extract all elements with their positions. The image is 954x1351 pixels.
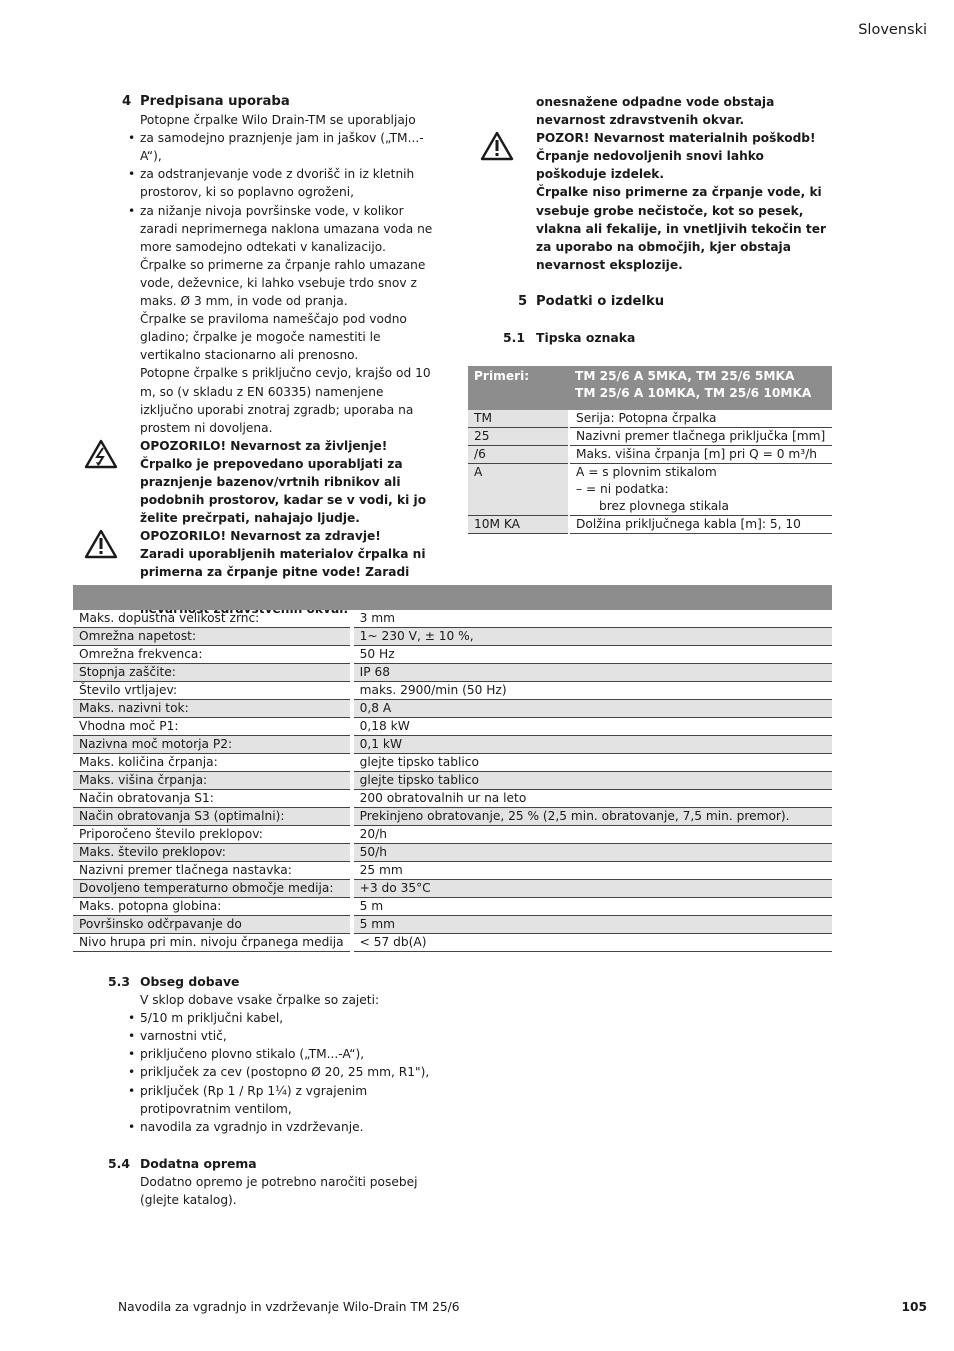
section-4-number: 4	[122, 94, 132, 109]
spec-value: glejte tipsko tablico	[352, 772, 832, 790]
spec-value: 50/h	[352, 844, 832, 862]
spec-value: 1~ 230 V, ± 10 %,	[352, 628, 832, 646]
example-line: TM 25/6 A 10MKA, TM 25/6 10MKA	[575, 386, 812, 400]
table-row	[468, 516, 832, 534]
spec-value: Prekinjeno obratovanje, 25 % (2,5 min. obratovanje, 7,5 min. premor).	[352, 808, 832, 826]
list-item: • priključek za cev (postopno Ø 20, 25 mm, R1"),	[140, 1063, 470, 1081]
table-cell-key: TM	[468, 410, 569, 428]
section-5-title: Podatki o izdelku	[536, 294, 665, 309]
section-5-3-title: Obseg dobave	[140, 974, 240, 989]
table-row	[73, 916, 832, 934]
spec-label: Način obratovanja S3 (optimalni):	[73, 808, 352, 826]
technical-data-body	[73, 610, 832, 952]
table-header-key: Primeri:	[468, 366, 569, 410]
value-line: A = s plovnim stikalom	[576, 465, 717, 479]
warning-title: POZOR! Nevarnost materialnih poškodb!	[536, 131, 816, 146]
table-row	[73, 646, 832, 664]
table-row	[73, 934, 832, 952]
table-row	[73, 754, 832, 772]
table-row	[73, 862, 832, 880]
section-4-title: Predpisana uporaba	[140, 94, 290, 109]
technical-data-table	[73, 585, 832, 952]
spec-label: Priporočeno število preklopov:	[73, 826, 352, 844]
left-column	[122, 93, 440, 581]
list-item: • navodila za vgradnjo in vzdrževanje.	[140, 1118, 470, 1136]
warning-text: Črpanje nedovoljenih snovi lahko poškoduje izdelek.	[536, 149, 764, 182]
table-cell-key: 10M KA	[468, 516, 569, 534]
table-row	[468, 464, 832, 516]
spec-value: 200 obratovalnih ur na leto	[352, 790, 832, 808]
table-row	[468, 428, 832, 446]
table-row	[73, 664, 832, 682]
paragraph: Črpalke so primerne za črpanje rahlo umazane vode, deževnice, ki lahko vsebuje trdo snov z maks. Ø 3 mm, in vode od pranja.	[140, 257, 426, 309]
footer-document-title: Navodila za vgradnjo in vzdrževanje Wilo-Drain TM 25/6	[118, 1300, 460, 1314]
spec-label: Maks. nazivni tok:	[73, 700, 352, 718]
delivery-list	[140, 1009, 470, 1136]
spec-label: Število vrtljajev:	[73, 682, 352, 700]
list-item: • za samodejno praznjenje jam in jaškov („TM...-A“),	[140, 129, 440, 165]
table-row	[73, 844, 832, 862]
table-header-row	[468, 366, 832, 410]
warning-title: OPOZORILO! Nevarnost za zdravje!	[140, 529, 381, 544]
spec-label: Stopnja zaščite:	[73, 664, 352, 682]
table-cell-value: Serija: Potopna črpalka	[569, 410, 832, 428]
list-item: • varnostni vtič,	[140, 1027, 470, 1045]
section-5-4-title: Dodatna oprema	[140, 1156, 257, 1171]
table-header	[73, 585, 832, 610]
spec-value: < 57 db(A)	[352, 934, 832, 952]
table-row	[73, 826, 832, 844]
usage-list	[140, 129, 440, 256]
table-row	[73, 718, 832, 736]
spec-label: Maks. višina črpanja:	[73, 772, 352, 790]
section-5-1-number: 5.1	[503, 330, 525, 345]
table-cell-value: Maks. višina črpanja [m] pri Q = 0 m³/h	[569, 446, 832, 464]
table-cell-key: A	[468, 464, 569, 516]
warning-block-life	[140, 437, 440, 527]
spec-label: Maks. dopustna velikost zrnc:	[73, 610, 352, 628]
list-item: • priključeno plovno stikalo („TM...-A“),	[140, 1045, 470, 1063]
section-5-3-number: 5.3	[108, 974, 130, 989]
warning-text: Črpalko je prepovedano uporabljati za praznjenje bazenov/vrtnih ribnikov ali podobnih prostorov, kadar se v vodi, ki jo želite prečrpati, nahajajo ljudje.	[140, 456, 427, 526]
section-5-3-intro: V sklop dobave vsake črpalke so zajeti:	[140, 993, 380, 1008]
scope-of-delivery	[108, 973, 470, 1136]
spec-value: glejte tipsko tablico	[352, 754, 832, 772]
spec-label: Maks. potopna globina:	[73, 898, 352, 916]
right-column	[536, 93, 834, 274]
section-4-intro: Potopne črpalke Wilo Drain-TM se uporabljajo	[140, 113, 416, 128]
type-designation-table	[468, 366, 832, 534]
warning-block-health	[140, 527, 440, 581]
warning-triangle-icon	[480, 131, 514, 161]
spec-value: maks. 2900/min (50 Hz)	[352, 682, 832, 700]
spec-label: Nivo hrupa pri min. nivoju črpanega medija	[73, 934, 352, 952]
warning-text: Zaradi uporabljenih materialov črpalka ni primerna za črpanje pitne vode! Zaradi	[140, 547, 426, 580]
table-row	[73, 610, 832, 628]
list-item: • 5/10 m priključni kabel,	[140, 1009, 470, 1027]
warning-text-continued: onesnažene odpadne vode obstaja nevarnost zdravstvenih okvar.	[536, 95, 775, 128]
spec-value: 0,1 kW	[352, 736, 832, 754]
spec-value: +3 do 35°C	[352, 880, 832, 898]
table-header-row	[73, 585, 832, 610]
spec-label: Omrežna napetost:	[73, 628, 352, 646]
value-line: – = ni podatka:	[576, 482, 669, 496]
warning-block-material	[536, 129, 834, 274]
table-row	[73, 700, 832, 718]
table-row	[73, 808, 832, 826]
warning-triangle-icon	[84, 529, 118, 559]
spec-value: 25 mm	[352, 862, 832, 880]
table-row	[73, 628, 832, 646]
section-5-4-number: 5.4	[108, 1156, 130, 1171]
spec-label: Način obratovanja S1:	[73, 790, 352, 808]
list-item: • priključek (Rp 1 / Rp 1¼) z vgrajenim protipovratnim ventilom,	[140, 1082, 380, 1118]
spec-value: 50 Hz	[352, 646, 832, 664]
list-item: • za nižanje nivoja površinske vode, v kolikor zaradi neprimernega naklona umazana voda ne more samodejno odtekati v kanalizacijo.	[140, 202, 440, 256]
accessories	[108, 1155, 440, 1209]
spec-value: IP 68	[352, 664, 832, 682]
table-row	[73, 880, 832, 898]
spec-label: Nazivni premer tlačnega nastavka:	[73, 862, 352, 880]
table-header-value	[569, 366, 832, 410]
table-row	[73, 898, 832, 916]
list-item: • za odstranjevanje vode z dvorišč in iz kletnih prostorov, ki so poplavno ogroženi,	[140, 165, 440, 201]
language-label: Slovenski	[858, 22, 927, 38]
table-row	[73, 682, 832, 700]
table-row	[73, 790, 832, 808]
electric-hazard-icon	[84, 439, 118, 469]
paragraph: Potopne črpalke s priključno cevjo, krajšo od 10 m, so (v skladu z EN 60335) namenjene izključno uporabi znotraj zgradb; uporaba na prostem ni dovoljena.	[140, 366, 431, 435]
table-row	[73, 736, 832, 754]
warning-text: Črpalke niso primerne za črpanje vode, ki vsebuje grobe nečistoče, kot so pesek, vlakna ali fekalije, in vnetljivih tekočin ter za uporabo na območjih, kjer obstaja nevarnost eksplozije.	[536, 185, 827, 272]
spec-label: Dovoljeno temperaturno območje medija:	[73, 880, 352, 898]
table-row	[468, 410, 832, 428]
table-cell-key: 25	[468, 428, 569, 446]
spec-value: 0,8 A	[352, 700, 832, 718]
warning-title: OPOZORILO! Nevarnost za življenje!	[140, 438, 388, 453]
paragraph: Črpalke se praviloma nameščajo pod vodno gladino; črpalke je mogoče namestiti le vertikalno stacionarno ali prenosno.	[140, 312, 407, 363]
section-5-4-text: Dodatno opremo je potrebno naročiti posebej (glejte katalog).	[140, 1175, 418, 1208]
section-5-1-title: Tipska oznaka	[536, 330, 636, 345]
spec-value: 5 m	[352, 898, 832, 916]
spec-value: 3 mm	[352, 610, 832, 628]
spec-label: Maks. število preklopov:	[73, 844, 352, 862]
spec-label: Omrežna frekvenca:	[73, 646, 352, 664]
spec-label: Vhodna moč P1:	[73, 718, 352, 736]
table-cell-value	[569, 464, 832, 516]
spec-label: Površinsko odčrpavanje do	[73, 916, 352, 934]
example-line: TM 25/6 A 5MKA, TM 25/6 5MKA	[575, 369, 795, 383]
table-cell-value: Dolžina priključnega kabla [m]: 5, 10	[569, 516, 832, 534]
page-number: 105	[901, 1300, 927, 1314]
spec-label: Nazivna moč motorja P2:	[73, 736, 352, 754]
table-cell-key: /6	[468, 446, 569, 464]
value-line: brez plovnega stikala	[599, 499, 730, 513]
spec-label: Maks. količina črpanja:	[73, 754, 352, 772]
table-cell-value: Nazivni premer tlačnega priključka [mm]	[569, 428, 832, 446]
table-row	[73, 772, 832, 790]
spec-value: 0,18 kW	[352, 718, 832, 736]
spec-value: 5 mm	[352, 916, 832, 934]
spec-value: 20/h	[352, 826, 832, 844]
section-5-number: 5	[518, 294, 528, 309]
table-row	[468, 446, 832, 464]
